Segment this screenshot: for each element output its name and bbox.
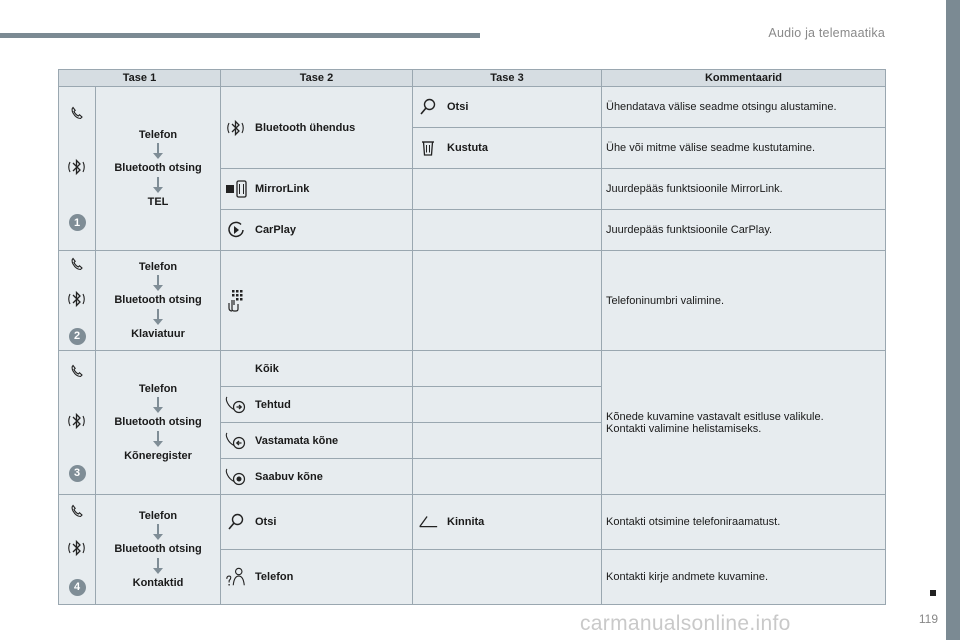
- group2-path: [96, 251, 221, 351]
- level3-empty: [413, 387, 602, 423]
- comment-line: Kõnede kuvamine vastavalt esitluse valikule.: [606, 410, 824, 423]
- header-bar: [0, 33, 480, 38]
- path-step: Klaviatuur: [131, 327, 185, 340]
- level3-cell: [413, 87, 602, 128]
- bluetooth-icon: [66, 288, 88, 310]
- bluetooth-icon: [66, 410, 88, 432]
- bluetooth-icon: [66, 537, 88, 559]
- comment-cell: Kontakti kirje andmete kuvamine.: [602, 550, 886, 605]
- level2-label: Vastamata kõne: [255, 434, 339, 447]
- level3-label: Kustuta: [447, 142, 488, 154]
- level3-cell: [413, 495, 602, 550]
- table-row: [59, 87, 886, 128]
- level2-label: Saabuv kõne: [255, 470, 323, 483]
- phone-icon: [70, 257, 84, 271]
- bluetooth-icon: [66, 156, 88, 178]
- arrow-down-icon: [153, 177, 163, 194]
- comment-cell: Ühe või mitme välise seadme kustutamine.: [602, 128, 886, 169]
- trash-icon: [417, 139, 439, 157]
- level2-label: Otsi: [255, 516, 277, 528]
- arrow-down-icon: [153, 143, 163, 160]
- keypad-icon: [225, 289, 247, 313]
- page-marker: [930, 590, 936, 596]
- col-header-level1: Tase 1: [59, 70, 221, 87]
- path-step: Kontaktid: [132, 576, 184, 589]
- carplay-icon: [225, 220, 247, 240]
- group1-icons: [59, 87, 96, 251]
- path-step: Telefon: [138, 510, 178, 523]
- call-missed-icon: [225, 431, 247, 451]
- arrow-down-icon: [153, 431, 163, 448]
- col-header-level2: Tase 2: [221, 70, 413, 87]
- level3-empty: [413, 423, 602, 459]
- level3-empty: [413, 251, 602, 351]
- path-step: TEL: [147, 195, 169, 208]
- level3-label: Kinnita: [447, 516, 485, 528]
- group4-icons: [59, 495, 96, 605]
- level2-label: Bluetooth ühendus: [255, 121, 356, 134]
- level2-cell: [221, 169, 413, 210]
- comment-cell: Ühendatava välise seadme otsingu alustamine.: [602, 87, 886, 128]
- level3-empty: [413, 169, 602, 210]
- page-number: 119: [918, 612, 938, 626]
- level2-cell: [221, 351, 413, 387]
- arrow-down-icon: [153, 309, 163, 326]
- level2-cell: [221, 87, 413, 169]
- section-title: Audio ja telemaatika: [768, 26, 885, 40]
- level3-empty: [413, 459, 602, 495]
- search-icon: [225, 513, 247, 531]
- level3-empty: [413, 210, 602, 251]
- menu-table: [58, 69, 886, 605]
- level2-cell: [221, 550, 413, 605]
- phone-icon: [70, 364, 84, 378]
- level2-label: CarPlay: [255, 224, 296, 236]
- arrow-down-icon: [153, 524, 163, 541]
- level3-empty: [413, 351, 602, 387]
- arrow-down-icon: [153, 558, 163, 575]
- table-row: [59, 351, 886, 387]
- side-bar: [946, 0, 960, 640]
- phone-icon: [70, 106, 84, 120]
- arrow-down-icon: [153, 397, 163, 414]
- group-number-badge: 1: [69, 214, 86, 231]
- col-header-level3: Tase 3: [413, 70, 602, 87]
- call-made-icon: [225, 395, 247, 415]
- col-header-comments: Kommentaarid: [602, 70, 886, 87]
- table-row: [59, 495, 886, 550]
- level2-label: Tehtud: [255, 398, 291, 411]
- call-incoming-icon: [225, 467, 247, 487]
- group-number-badge: 2: [69, 328, 86, 345]
- contact-icon: [225, 566, 247, 588]
- comment-cell: [602, 351, 886, 495]
- comment-cell: Juurdepääs funktsioonile MirrorLink.: [602, 169, 886, 210]
- group-number-badge: 4: [69, 579, 86, 596]
- mirrorlink-icon: [225, 180, 247, 198]
- group1-path: [96, 87, 221, 251]
- level3-empty: [413, 550, 602, 605]
- group3-icons: [59, 351, 96, 495]
- watermark: carmanualsonline.info: [580, 612, 791, 635]
- level2-label: MirrorLink: [255, 183, 310, 195]
- level2-label: Kõik: [255, 362, 279, 375]
- path-step: Bluetooth otsing: [114, 162, 202, 175]
- group3-path: [96, 351, 221, 495]
- bluetooth-icon: [225, 117, 247, 139]
- path-step: Telefon: [138, 129, 178, 142]
- level2-label: Telefon: [255, 571, 294, 583]
- comment-cell: Juurdepääs funktsioonile CarPlay.: [602, 210, 886, 251]
- path-step: Bluetooth otsing: [114, 543, 202, 556]
- phone-icon: [70, 504, 84, 518]
- level2-cell: [221, 495, 413, 550]
- search-icon: [417, 98, 439, 116]
- table-row: [59, 251, 886, 351]
- arrow-down-icon: [153, 275, 163, 292]
- group2-icons: [59, 251, 96, 351]
- path-step: Telefon: [138, 383, 178, 396]
- table-header-row: [59, 70, 886, 87]
- group-number-badge: 3: [69, 465, 86, 482]
- confirm-arrow-icon: [417, 513, 439, 531]
- group4-path: [96, 495, 221, 605]
- level3-cell: [413, 128, 602, 169]
- comment-cell: Kontakti otsimine telefoniraamatust.: [602, 495, 886, 550]
- path-step: Bluetooth otsing: [114, 416, 202, 429]
- level2-cell: [221, 387, 413, 423]
- path-step: Bluetooth otsing: [114, 294, 202, 307]
- path-step: Telefon: [138, 261, 178, 274]
- level3-label: Otsi: [447, 101, 469, 113]
- level2-cell: [221, 251, 413, 351]
- comment-line: Kontakti valimine helistamiseks.: [606, 422, 762, 435]
- level2-cell: [221, 459, 413, 495]
- level2-cell: [221, 210, 413, 251]
- comment-cell: Telefoninumbri valimine.: [602, 251, 886, 351]
- path-step: Kõneregister: [124, 449, 192, 462]
- level2-cell: [221, 423, 413, 459]
